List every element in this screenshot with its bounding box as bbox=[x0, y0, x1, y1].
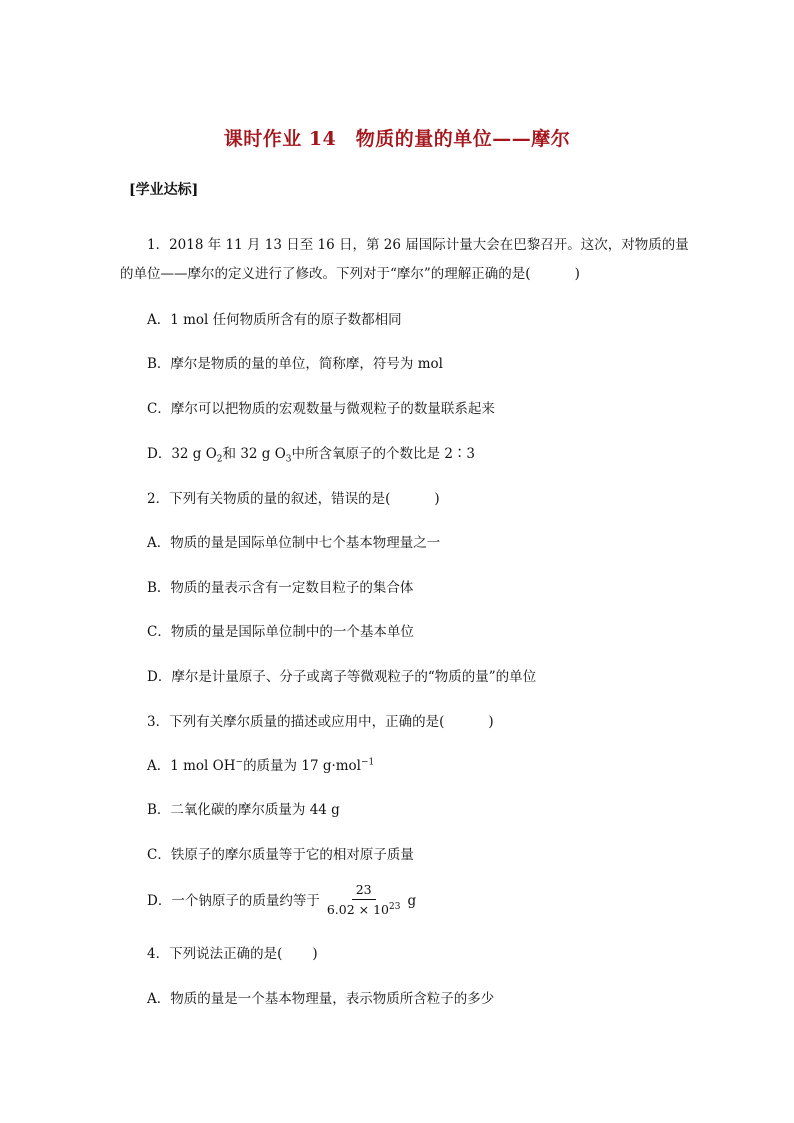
section-heading: [学业达标] bbox=[129, 182, 199, 198]
q4-option-a: A．物质的量是一个基本物理量，表示物质所含粒子的多少 bbox=[147, 991, 495, 1007]
q3-d-den-text: 6.02 × 10 bbox=[326, 902, 389, 918]
q3-d-unit: g bbox=[407, 893, 417, 910]
q2-stem-text: 2．下列有关物质的量的叙述，错误的是( bbox=[147, 491, 391, 507]
q3-a-sup-2: −1 bbox=[361, 757, 375, 768]
q4-paren-close: ) bbox=[312, 946, 318, 962]
q4-stem bbox=[147, 942, 318, 962]
q3-a-sup-1: − bbox=[235, 757, 244, 768]
page-title: 课时作业 14 物质的量的单位——摩尔 bbox=[223, 128, 571, 150]
q2-paren-close: ) bbox=[434, 491, 440, 507]
q1-option-a: A．1 mol 任何物质所含有的原子数都相同 bbox=[147, 312, 402, 328]
q1-option-d bbox=[147, 442, 475, 465]
q3-d-text: D．一个钠原子的质量约等于 bbox=[147, 893, 320, 910]
q1-stem-text: 的单位——摩尔的定义进行了修改。下列对于“摩尔”的理解正确的是( bbox=[120, 266, 531, 282]
q3-paren-close: ) bbox=[488, 714, 494, 730]
q2-option-d: D．摩尔是计量原子、分子或离子等微观粒子的“物质的量”的单位 bbox=[147, 669, 537, 685]
q1-d-sub-2: 3 bbox=[285, 454, 292, 465]
q1-d-text-1: D．32 g O bbox=[147, 446, 217, 462]
q2-option-c: C．物质的量是国际单位制中的一个基本单位 bbox=[147, 624, 414, 640]
q2-option-a: A．物质的量是国际单位制中七个基本物理量之一 bbox=[147, 535, 441, 551]
q1-paren-close: ) bbox=[574, 266, 580, 282]
q2-option-b: B．物质的量表示含有一定数目粒子的集合体 bbox=[147, 580, 414, 596]
q3-a-text-1: A．1 mol OH bbox=[147, 758, 236, 774]
q3-option-a bbox=[147, 754, 374, 774]
q1-d-text-2: 和 32 g O bbox=[222, 446, 286, 462]
q3-d-den-sup: 23 bbox=[389, 902, 401, 912]
q3-option-b: B．二氧化碳的摩尔质量为 44 g bbox=[147, 802, 340, 818]
q2-stem bbox=[147, 487, 440, 507]
q4-stem-text: 4．下列说法正确的是( bbox=[147, 946, 283, 962]
q1-stem-line2 bbox=[120, 262, 580, 282]
q1-d-sub-1: 2 bbox=[216, 454, 223, 465]
q1-stem-line1: 1．2018 年 11 月 13 日至 16 日，第 26 届国际计量大会在巴黎召开。这次，对物质的量 bbox=[147, 237, 689, 253]
q1-option-b: B．摩尔是物质的量的单位，简称摩，符号为 mol bbox=[147, 356, 443, 372]
q3-d-numerator: 23 bbox=[352, 882, 376, 900]
q3-d-fraction bbox=[323, 882, 405, 917]
q3-d-denominator bbox=[323, 900, 405, 917]
q1-d-text-3: 中所含氧原子的个数比是 2∶3 bbox=[291, 446, 476, 462]
q3-stem bbox=[147, 710, 494, 730]
q3-option-c: C．铁原子的摩尔质量等于它的相对原子质量 bbox=[147, 847, 414, 863]
q3-option-d bbox=[147, 884, 416, 919]
q1-option-c: C．摩尔可以把物质的宏观数量与微观粒子的数量联系起来 bbox=[147, 401, 495, 417]
q3-stem-text: 3．下列有关摩尔质量的描述或应用中，正确的是( bbox=[147, 714, 445, 730]
q3-a-text-2: 的质量为 17 g·mol bbox=[243, 758, 362, 774]
